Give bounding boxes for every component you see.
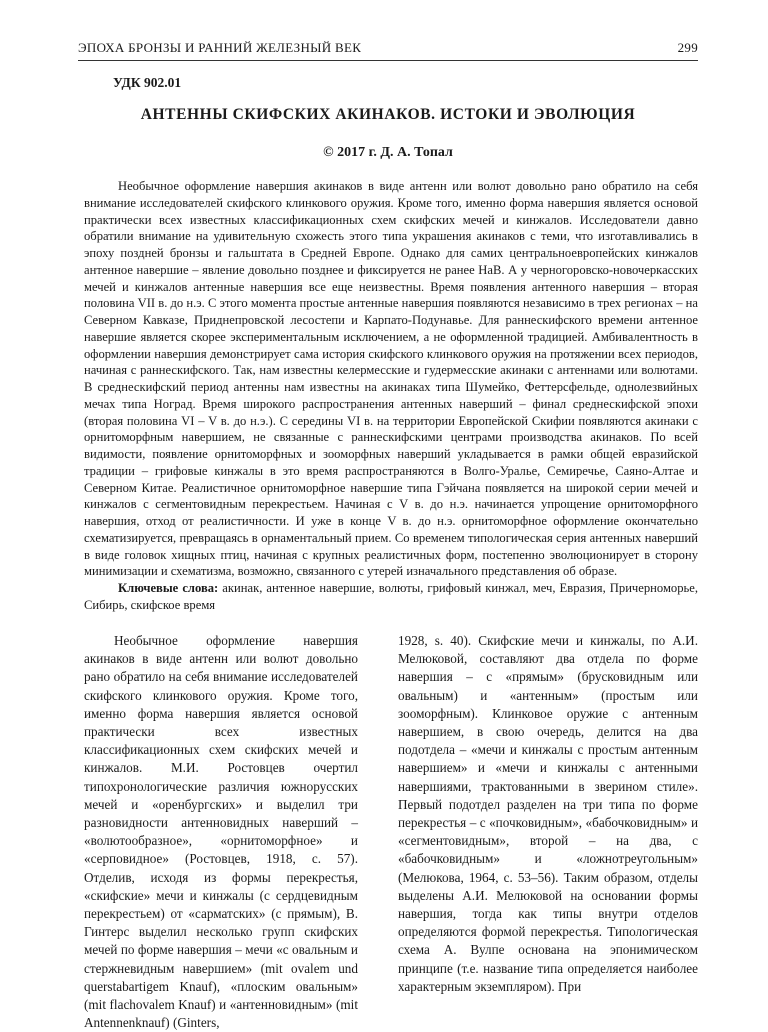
page-number: 299	[677, 40, 698, 55]
body-left-column	[84, 632, 358, 1032]
keywords	[84, 580, 698, 614]
running-header	[78, 38, 698, 61]
keywords-list: акинак, антенное навершие, волюты, грифовый кинжал, меч, Евразия, Причерноморье, Сибирь, скифское время	[84, 581, 698, 612]
body-paragraph-continued: 1928, s. 40). Скифские мечи и кинжалы, по А.И. Мелюковой, составляют два отдела по форме навершия – с «прямым» (брусковидным или овальным) и «антенным» (простым или зооморфным). Клинковое оружие с антенным навершием, в свою очередь, делится на два подотдела – «мечи и кинжалы с простым антенным навершием» и «мечи и кинжалы с антенными навершиями, трактованными в зверином стиле». Первый подотдел разделен на три типа по форме перекрестья – с «почковидным», «бабочковидным» и «сегментовидным», второй – на два, с «бабочковидным» и «ложнотреугольным» (Мелюкова, 1964, с. 53–56). Таким образом, отделы выделены А.И. Мелюковой на основании формы навершия, тогда как типы внутри отделов определяются формой перекрестья. Типологическая схема А. Вулпе основана на эпонимическом принципе (т.е. название типа определяется наиболее характерным экземпляром). При	[398, 633, 698, 994]
author-line: © 2017 г. Д. А. Топал	[323, 145, 453, 160]
body-right-column	[398, 632, 698, 996]
abstract-text: Необычное оформление навершия акинаков в виде антенн или волют довольно рано обратило на себя внимание исследователей скифского клинкового оружия. Кроме того, именно форма навершия является основой практически всех известных классификационных схем скифских мечей и кинжалов. Исследователи давно обратили внимание на удивительную схожесть этого типа украшения акинаков с теми, что изготавливались в эпоху поздней бронзы и гальштата в Средней Европе. Однако для самих центральноевропейских кинжалов антенное навершие – явление довольно позднее и фиксируется не ранее НаВ. А у черногоровско-новочеркасских мечей и кинжалов антенные навершия все еще неизвестны. Время появления антенного навершия – вторая половина VII в. до н.э. С этого момента простые антенные навершия появляются независимо в трех регионах – на Северном Кавказе, Приднепровской лесостепи и Карпато-Подунавье. Для раннескифского времени антенное навершие является скорее экспериментальным исключением, а не оформленной традицией. Амбивалентность в оформлении навершия демонстрирует сама история скифского клинкового оружия на протяжении всех периодов, начиная с раннескифского. Так, нам известны келермесские и гудермесские акинаки с антеннами или волютами. В среднескифский период антенны нам известны на акинаках типа Шумейко, Феттерсфельде, однолезвийных мечах типа Ноград. Время широкого распространения антенных наверший – финал среднескифской эпохи (вторая половина VI – V в. до н.э.). С середины VI в. на территории Европейской Скифии появляются акинаки с орнитоморфным навершием, не связанные с раннескифскими центрами производства акинаков. По всей видимости, появление орнитоморфных и зооморфных наверший укладывается в рамки общей евразийской традиции – грифовые кинжалы в это время распространяются в Волго-Уралье, Семиречье, Саяно-Алтае и Северном Китае. Реалистичное орнитоморфное навершие типа Гэйчана появляется на широкой серии мечей и кинжалов с сегментовидным перекрестьем. Начиная с V в. до н.э. начинается упрощение орнитоморфного навершия, отход от реалистичности. И уже в конце V в. до н.э. орнитоморфное оформление окончательно схематизируется, превращаясь в орнаментальный прием. Со временем типологическая серия антенных наверший в виде головок хищных птиц, начиная с крупных реалистичных форм, постепенно эволюционирует в сторону минимизации и схематизма, возможно, связанного с утерей изначального представления об образе.	[84, 179, 698, 579]
article-title: АНТЕННЫ СКИФСКИХ АКИНАКОВ. ИСТОКИ И ЭВОЛЮЦИЯ	[140, 106, 636, 123]
section-title: ЭПОХА БРОНЗЫ И РАННИЙ ЖЕЛЕЗНЫЙ ВЕК	[78, 40, 362, 55]
udk-code: УДК 902.01	[113, 75, 182, 90]
keywords-label: Ключевые слова:	[118, 581, 219, 595]
body-paragraph: Необычное оформление навершия акинаков в виде антенн или волют довольно рано обратило на себя внимание исследователей скифского клинкового оружия. Кроме того, именно форма навершия является основой практически всех известных классификационных схем скифских мечей и кинжалов. М.И. Ростовцев очертил типохронологические различия южнорусских мечей и «оренбургских» и выделил три разновидности антенновидных наверший – «волютообразное», «орнитоморфное» и «серповидное» (Ростовцев, 1918, с. 57). Отделив, исходя из формы перекрестья, «скифские» мечи и кинжалы (с сердцевидным перекрестьем) от «сарматских» (с прямым), В. Гинтерс выделил несколько групп скифских мечей по форме навершия – мечи «с овальным и стержневидным навершием» (mit ovalem und querstabartigem Knauf), «плоским овальным» (mit flachovalem Knauf) и «антенновидным» (mit Antennenknauf) (Ginters,	[84, 633, 358, 1031]
abstract	[84, 178, 698, 614]
